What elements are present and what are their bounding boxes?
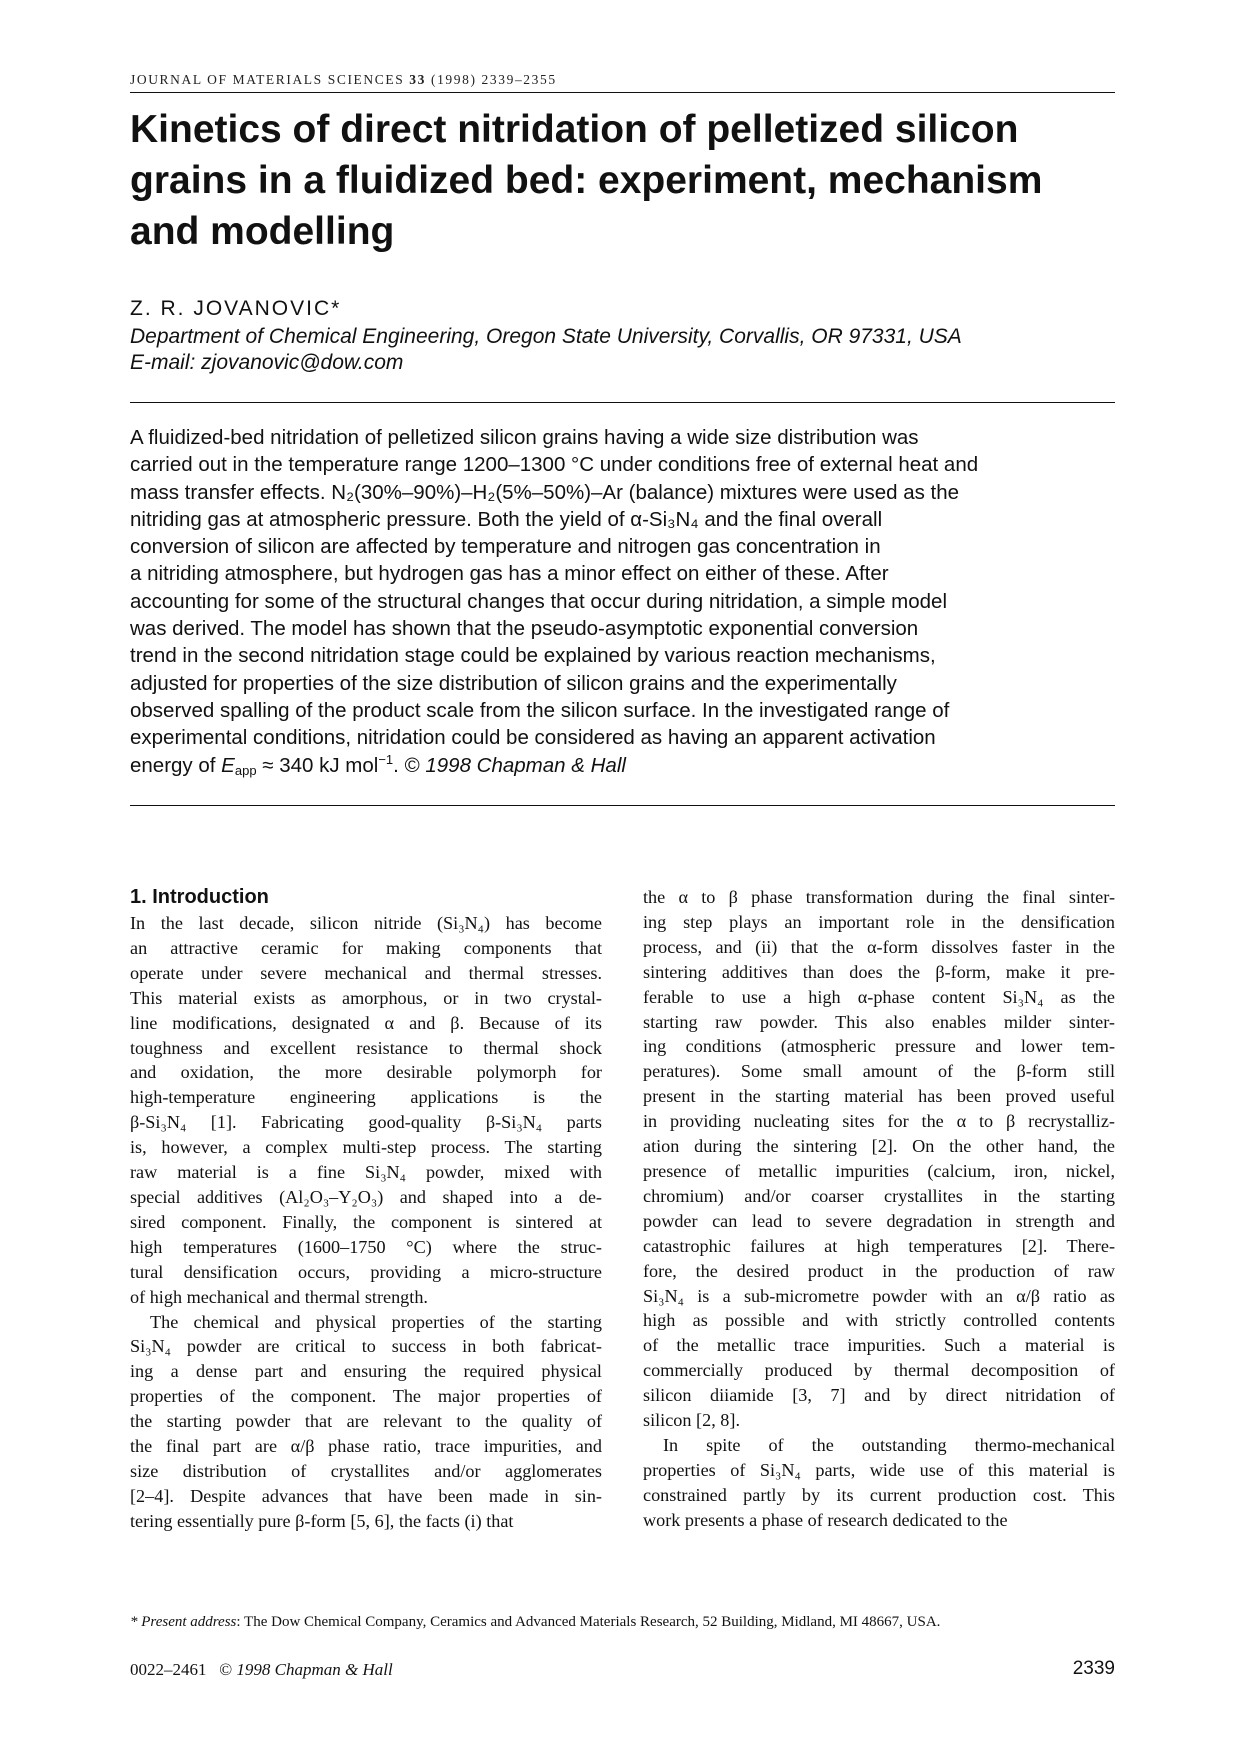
body-text-line: ation during the sintering [2]. On the other hand, the xyxy=(643,1136,1115,1157)
body-text-line: of the metallic trace impurities. Such a material is xyxy=(643,1335,1115,1356)
section-heading: 1. Introduction xyxy=(130,886,269,908)
body-text-line: chromium) and/or coarser crystallites in the starting xyxy=(643,1185,1115,1206)
body-text-line: [2–4]. Despite advances that have been made in sin- xyxy=(130,1485,602,1506)
body-text-line: an attractive ceramic for making components that xyxy=(130,937,602,958)
body-text-line: starting raw powder. This also enables milder sinter- xyxy=(643,1011,1115,1032)
title-line: and modelling xyxy=(130,210,395,253)
footnote xyxy=(130,1614,1120,1631)
energy-value: ≈ 340 kJ mol xyxy=(256,753,379,777)
abstract-line: adjusted for properties of the size distribution of silicon grains and the experimentally xyxy=(130,671,897,695)
body-text-line: process, and (ii) that the α-form dissolves faster in the xyxy=(643,936,1115,957)
running-header xyxy=(130,72,1115,88)
abstract-energy-prefix: energy of xyxy=(130,753,222,777)
author-affiliation xyxy=(130,324,1120,376)
title-line: Kinetics of direct nitridation of pelletized silicon xyxy=(130,108,1019,151)
body-text-line: In spite of the outstanding thermo-mechanical xyxy=(663,1434,1115,1455)
body-text-line: present in the starting material has been proved useful xyxy=(643,1086,1115,1107)
journal-volume: 33 xyxy=(409,72,426,87)
body-text-line: tering essentially pure β-form [5, 6], the facts (i) that xyxy=(130,1510,514,1531)
copyright-icon: © xyxy=(219,1660,233,1679)
abstract-line: was derived. The model has shown that the pseudo-asymptotic exponential conversion xyxy=(130,617,919,641)
body-text-line: ing conditions (atmospheric pressure and lower tem- xyxy=(643,1036,1115,1057)
body-text-line: work presents a phase of research dedicated to the xyxy=(643,1509,1008,1530)
body-text-line: powder can lead to severe degradation in strength and xyxy=(643,1210,1115,1231)
body-text-line: β-Si₃N₄ [1]. Fabricating good-quality β-Si₃N₄ parts xyxy=(130,1112,602,1133)
abstract-copyright: 1998 Chapman & Hall xyxy=(425,753,626,777)
body-text-line: raw material is a fine Si₃N₄ powder, mixed with xyxy=(130,1162,602,1183)
body-column-right xyxy=(643,885,1115,1533)
abstract-line: accounting for some of the structural changes that occur during nitridation, a simple model xyxy=(130,589,948,613)
body-text-line: ferable to use a high α-phase content Si₃N₄ as the xyxy=(643,986,1115,1007)
body-text-line: high as possible and with strictly controlled contents xyxy=(643,1310,1115,1331)
body-text-line: the starting powder that are relevant to the quality of xyxy=(130,1411,602,1432)
abstract-line: a nitriding atmosphere, but hydrogen gas has a minor effect on either of these. After xyxy=(130,562,889,586)
journal-year-pages: (1998) 2339–2355 xyxy=(430,72,557,87)
author-email: E-mail: zjovanovic@dow.com xyxy=(130,351,404,374)
body-text-line: peratures). Some small amount of the β-form still xyxy=(643,1061,1115,1082)
body-text-line: constrained partly by its current production cost. This xyxy=(643,1484,1115,1505)
author-name: Z. R. JOVANOVIC* xyxy=(130,297,342,320)
energy-subscript: app xyxy=(234,762,257,778)
abstract-line: carried out in the temperature range 1200–1300 °C under conditions free of external heat and xyxy=(130,453,979,477)
body-text-line: fore, the desired product in the production of raw xyxy=(643,1260,1115,1281)
abstract-line: mass transfer effects. N₂(30%–90%)–H₂(5%–50%)–Ar (balance) mixtures were used as the xyxy=(130,480,960,504)
body-column-left xyxy=(130,885,602,1534)
body-text-line: high temperatures (1600–1750 °C) where the struc- xyxy=(130,1236,602,1257)
copyright-mark: . © xyxy=(393,753,426,777)
body-text-line: the final part are α/β phase ratio, trace impurities, and xyxy=(130,1436,602,1457)
body-text-line: properties of Si₃N₄ parts, wide use of this material is xyxy=(643,1459,1115,1480)
body-text-line: commercially produced by thermal decomposition of xyxy=(643,1360,1115,1381)
body-text-line: Si₃N₄ is a sub-micrometre powder with an α/β ratio as xyxy=(643,1285,1115,1306)
journal-name: JOURNAL OF MATERIALS SCIENCES xyxy=(130,72,405,87)
body-text-line: size distribution of crystallites and/or agglomerates xyxy=(130,1460,602,1481)
abstract-last-line xyxy=(130,752,1125,779)
body-text-line: sintering additives than does the β-form, make it pre- xyxy=(643,961,1115,982)
body-text-line: In the last decade, silicon nitride (Si₃N₄) has become xyxy=(130,913,602,933)
body-text-line: tural densification occurs, providing a micro-structure xyxy=(130,1261,602,1282)
body-text-line: catastrophic failures at high temperatures [2]. There- xyxy=(643,1235,1115,1256)
body-text-line: in providing nucleating sites for the α to β recrystalliz- xyxy=(643,1111,1115,1132)
body-text-line: special additives (Al₂O₃–Y₂O₃) and shaped into a de- xyxy=(130,1186,602,1207)
title-line: grains in a fluidized bed: experiment, mechanism xyxy=(130,159,1043,202)
abstract xyxy=(130,424,1125,779)
energy-symbol: E xyxy=(221,753,235,777)
body-text-line: high-temperature engineering applications is the xyxy=(130,1087,602,1108)
footer-issn: 0022–2461 xyxy=(130,1660,207,1679)
footnote-text: : The Dow Chemical Company, Ceramics and Advanced Materials Research, 52 Building, Midland, MI 48667, USA. xyxy=(236,1614,941,1630)
abstract-line: conversion of silicon are affected by temperature and nitrogen gas concentration in xyxy=(130,535,881,559)
body-text-line: toughness and excellent resistance to thermal shock xyxy=(130,1037,602,1058)
page-number: 2339 xyxy=(1072,1658,1115,1679)
body-text-line: line modifications, designated α and β. Because of its xyxy=(130,1012,602,1033)
abstract-line: trend in the second nitridation stage could be explained by various reaction mechanisms, xyxy=(130,644,936,668)
abstract-line: A fluidized-bed nitridation of pelletized silicon grains having a wide size distribution was xyxy=(130,426,919,449)
energy-exponent: −1 xyxy=(378,751,394,767)
body-text-line: This material exists as amorphous, or in two crystal- xyxy=(130,987,602,1008)
abstract-line: observed spalling of the product scale from the silicon surface. In the investigated range of xyxy=(130,698,950,722)
body-text-line: ing step plays an important role in the densification xyxy=(643,911,1115,932)
body-text-line: properties of the component. The major properties of xyxy=(130,1386,602,1407)
body-text-line: presence of metallic impurities (calcium, iron, nickel, xyxy=(643,1160,1115,1181)
body-text-line: is, however, a complex multi-step process. The starting xyxy=(130,1137,602,1158)
body-text-line: The chemical and physical properties of the starting xyxy=(150,1311,602,1332)
body-text-line: the α to β phase transformation during the final sinter- xyxy=(643,887,1115,907)
body-text-line: silicon [2, 8]. xyxy=(643,1410,740,1431)
body-text-line: Si₃N₄ powder are critical to success in both fabricat- xyxy=(130,1336,602,1357)
affiliation-line: Department of Chemical Engineering, Oregon State University, Corvallis, OR 97331, USA xyxy=(130,325,962,348)
abstract-line: nitriding gas at atmospheric pressure. Both the yield of α-Si₃N₄ and the final overall xyxy=(130,507,883,531)
header-rule xyxy=(130,92,1115,93)
footnote-label: * Present address xyxy=(130,1614,237,1630)
paper-title xyxy=(130,104,1115,257)
body-text-line: and oxidation, the more desirable polymorph for xyxy=(130,1062,602,1083)
abstract-top-rule xyxy=(130,402,1115,403)
abstract-bottom-rule xyxy=(130,805,1115,806)
body-text-line: sired component. Finally, the component is sintered at xyxy=(130,1211,602,1232)
abstract-line: experimental conditions, nitridation could be considered as having an apparent activation xyxy=(130,726,936,750)
footer-issn-block xyxy=(130,1660,393,1680)
body-text-line: silicon diiamide [3, 7] and by direct nitridation of xyxy=(643,1385,1115,1406)
body-text-line: operate under severe mechanical and thermal stresses. xyxy=(130,962,602,983)
footer-publisher: 1998 Chapman & Hall xyxy=(236,1660,393,1679)
body-text-line: of high mechanical and thermal strength. xyxy=(130,1286,428,1307)
body-text-line: ing a dense part and ensuring the required physical xyxy=(130,1361,602,1382)
